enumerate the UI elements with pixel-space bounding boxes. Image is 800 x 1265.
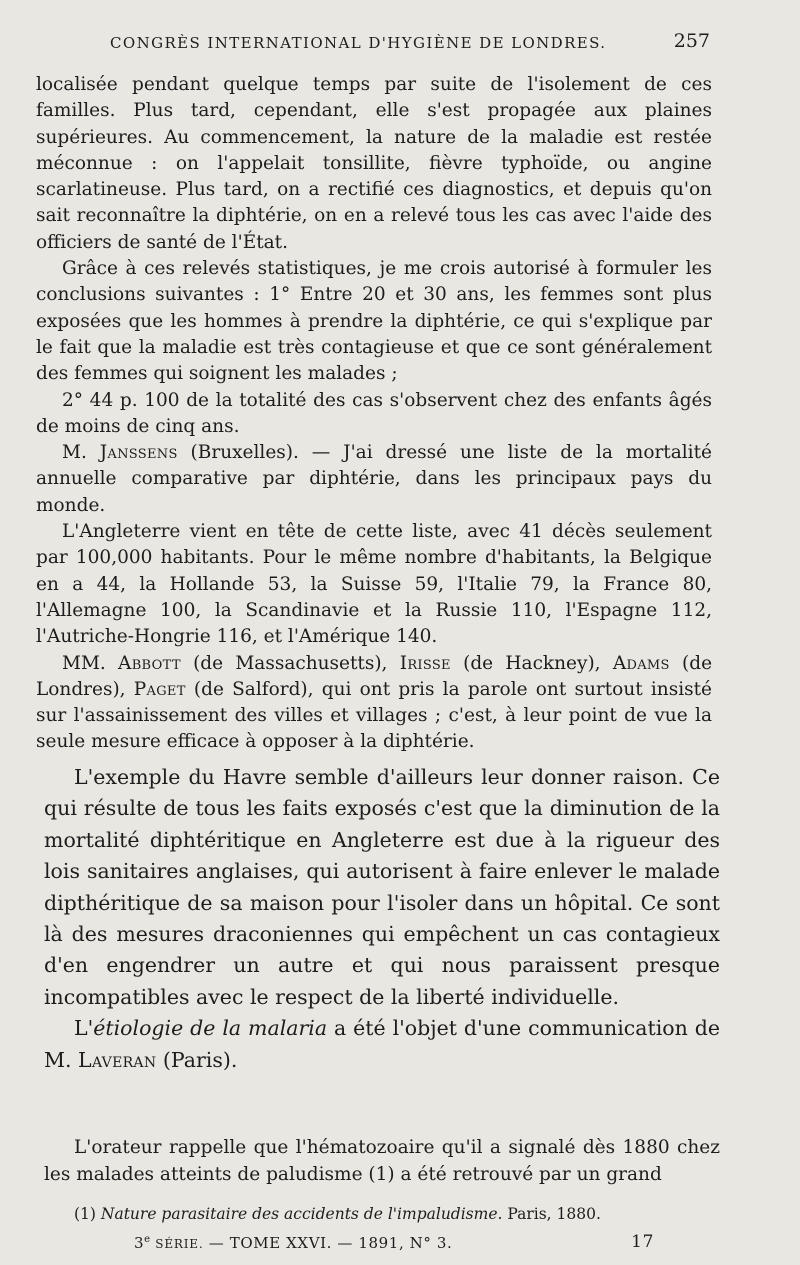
paragraph-text: (de Massachusetts), — [180, 652, 400, 674]
footnote-marker: (1) — [74, 1205, 101, 1223]
running-title: CONGRÈS INTERNATIONAL D'HYGIÈNE DE LONDRES. — [110, 34, 607, 52]
commentary-section — [44, 762, 720, 1076]
paragraph-havre: L'exemple du Havre semble d'ailleurs leur donner raison. Ce qui résulte de tous les faits exposés c'est que la diminution de la mortalité diphtéritique en Angleterre est due à la rigueur des lois sanitaires anglaises, qui autorisent à faire enlever le malade dipthéritique de sa maison pour l'isoler dans un hôpital. Ce sont là des mesures draconiennes qui empêchent un cas contagieux d'en engendrer un autre et qui nous paraissent presque incompatibles avec le respect de la liberté individuelle. — [44, 765, 720, 1009]
paragraph-text: (de Hackney), — [450, 652, 613, 674]
speakers-title: MM. — [62, 652, 119, 674]
paragraph-continuation: localisée pendant quelque temps par suite de l'isolement de ces familles. Plus tard, cependant, elle s'est propagée aux plaines supérieures. Au commencement, la nature de la maladie est restée méconnue : on l'appelait tonsillite, fièvre typhoïde, ou angine scarlatineuse. Plus tard, on a rectifié ces diagnostics, et depuis qu'on sait reconnaître la diphtérie, on en a relevé tous les cas avec l'aide des officiers de santé de l'État. — [36, 74, 712, 253]
series-label: SÉRIE. — [150, 1237, 204, 1251]
speaker-name: Adams — [612, 652, 670, 674]
paragraph-text: a été l'objet d'une communication de M. — [44, 1016, 720, 1072]
speaker-name: Irisse — [399, 652, 451, 674]
topic-italic: étiologie de la malaria — [93, 1016, 328, 1041]
running-header — [110, 30, 710, 60]
speaker-name: Paget — [133, 678, 186, 700]
speaker-name: Laveran — [78, 1047, 157, 1072]
speaker-title: M. — [62, 442, 100, 464]
footnote-title: Nature parasitaire des accidents de l'impaludisme. — [100, 1205, 503, 1223]
paragraph-text: (de Londres), — [36, 652, 713, 700]
paragraph-text: (Paris). — [156, 1047, 238, 1072]
paragraph-speakers — [36, 651, 712, 756]
report-section — [36, 72, 712, 756]
paragraph-janssens — [36, 440, 712, 519]
paragraph-text: (Bruxelles). — J'ai dressé une liste de la mortalité annuelle comparative par diphtérie, dans les principaux pays du monde. — [36, 442, 712, 516]
page-number: 257 — [673, 30, 710, 52]
series-superscript: e — [144, 1234, 151, 1245]
paragraph-children-stat: 2° 44 p. 100 de la totalité des cas s'observent chez des enfants âgés de moins de cinq ans. — [36, 389, 712, 437]
paragraph-text: (de Salford), qui ont pris la parole ont surtout insisté sur l'assainissement des villes et villages ; c'est, à leur point de vue la seule mesure efficace à opposer à la diphtérie. — [36, 678, 713, 753]
volume-info: — TOME XXVI. — 1891, N° 3. — [203, 1234, 453, 1252]
speaker-name: Abbott — [118, 652, 181, 674]
paragraph-conclusions: Grâce à ces relevés statistiques, je me crois autorisé à formuler les conclusions suivantes : 1° Entre 20 et 30 ans, les femmes sont plus exposées que les hommes à prendre la diphtérie, ce qui s'explique par le fait que la maladie est très contagieuse et que ce sont généralement des femmes qui soignent les malades ; — [36, 258, 712, 385]
paragraph-malaria — [44, 1013, 720, 1076]
page-footer — [134, 1234, 654, 1252]
signature-mark: 17 — [631, 1232, 654, 1252]
footnote-text: Paris, 1880. — [502, 1205, 601, 1223]
paragraph-hematozoaire: L'orateur rappelle que l'hématozoaire qu'il a signalé dès 1880 chez les malades atteints de paludisme (1) a été retrouvé par un grand — [44, 1137, 720, 1185]
footnote — [74, 1205, 714, 1223]
paragraph-text: L' — [74, 1016, 94, 1041]
paragraph-mortality-list: L'Angleterre vient en tête de cette liste, avec 41 décès seulement par 100,000 habitants. Pour le même nombre d'habitants, la Belgique en a 44, la Hollande 53, la Suisse 59, l'Italie 79, la France 80, l'Allemagne 100, la Scandinavie et la Russie 110, l'Espagne 112, l'Autriche-Hongrie 116, et l'Amérique 140. — [36, 521, 712, 648]
speaker-name: Janssens — [99, 442, 178, 464]
series-number: 3 — [134, 1234, 145, 1252]
laveran-section — [44, 1134, 720, 1188]
